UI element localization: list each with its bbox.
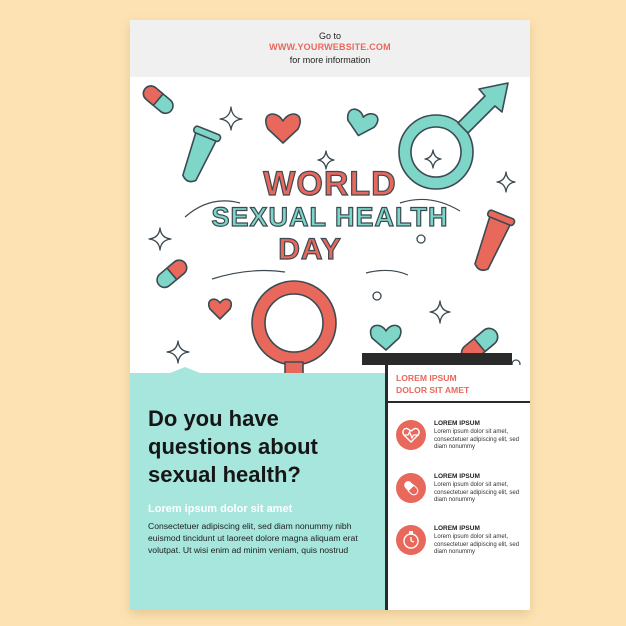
panel-item-title: LOREM IPSUM [434,473,480,480]
website-link[interactable]: WWW.YOURWEBSITE.COM [269,42,391,52]
main-question: Do you have questions about sexual health? [148,406,318,487]
sparkle-icon [430,301,450,323]
flyer [130,20,530,610]
panel-heading [388,365,530,403]
main-body-text: Consectetuer adipiscing elit, sed diam nonummy nibh euismod tincidunt ut laoreet dolore magna aliquam erat volutpat. Ut wisi enim ad minim veniam, quis nostrud [148,521,358,555]
swoosh-line [212,271,285,279]
panel-heading-line1: LOREM IPSUM [396,373,457,383]
title-sexual-health: SEXUAL HEALTH [211,202,449,232]
pill-icon-top-left [140,83,176,116]
sparkle-icon [220,107,242,130]
heart-icon-coral-top [266,114,300,143]
header-line-more-info: for more information [289,55,371,65]
header-line-go-to: Go to [318,31,341,41]
panel-heading-line2: DOLOR SIT AMET [396,385,470,395]
heart-icon-mint-top [343,108,379,140]
swoosh-line [366,270,408,275]
panel-item-text: Lorem ipsum dolor sit amet, consectetuer adipiscing elit, sed diam nonummy [434,482,520,503]
panel-top-bar [362,353,512,365]
dot-icon [373,292,381,300]
title-day: DAY [278,233,342,266]
panel-item-text: Lorem ipsum dolor sit amet, consectetuer adipiscing elit, sed diam nonummy [434,429,520,450]
info-panel [385,365,530,610]
panel-item [396,473,526,513]
sparkle-icon [167,341,189,363]
pill-icon-left [154,257,190,290]
stopwatch-icon [396,525,426,555]
panel-item [396,420,526,460]
panel-item-title: LOREM IPSUM [434,420,480,427]
heart-icon-mint-right [371,325,401,350]
heart-icon-coral-small [209,299,232,319]
heartbeat-icon [396,420,426,450]
pill-icon [396,473,426,503]
title-world: WORLD [263,165,397,203]
female-symbol-icon [252,281,336,373]
panel-item-text: Lorem ipsum dolor sit amet, consectetuer adipiscing elit, sed diam nonummy [434,534,520,555]
panel-item [396,525,526,565]
panel-item-title: LOREM IPSUM [434,525,480,532]
website-header [130,20,530,77]
band-notch [170,367,200,377]
main-subtitle: Lorem ipsum dolor sit amet [148,503,293,515]
